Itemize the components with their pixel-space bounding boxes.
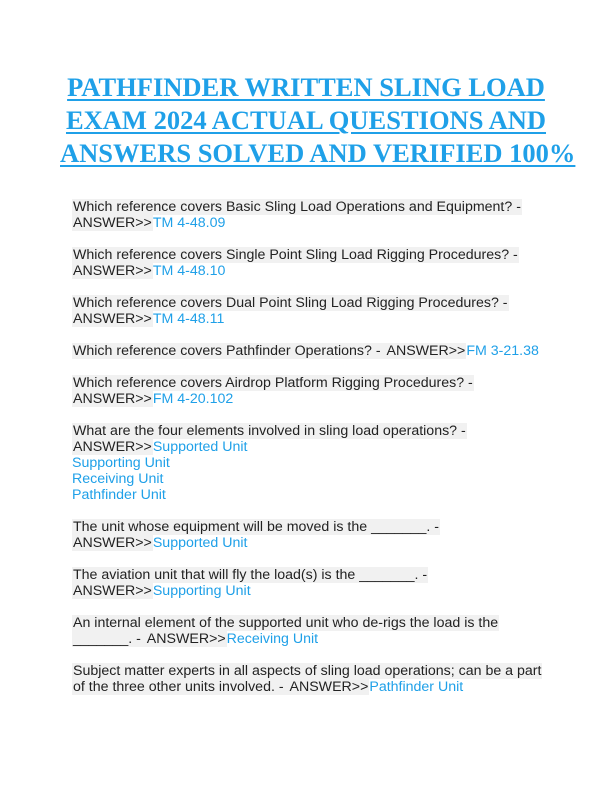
answer-text: Pathfinder Unit bbox=[72, 487, 166, 503]
answer-prefix: ANSWER>> bbox=[73, 583, 152, 599]
question-text: of the three other units involved. - bbox=[73, 679, 288, 695]
qa-item bbox=[72, 519, 552, 551]
document-title bbox=[60, 71, 576, 170]
answer-text: Receiving Unit bbox=[72, 471, 164, 487]
question-text: What are the four elements involved in sling load operations? - bbox=[73, 423, 466, 439]
answer-prefix: ANSWER>> bbox=[289, 679, 369, 695]
answer-text: TM 4-48.09 bbox=[152, 215, 226, 231]
answer-prefix: ANSWER>> bbox=[73, 535, 152, 551]
question-text: The aviation unit that will fly the load(s) is the _______. - bbox=[73, 567, 428, 583]
qa-item bbox=[72, 343, 552, 359]
qa-item bbox=[72, 423, 552, 503]
question-text: Which reference covers Pathfinder Operations? - bbox=[73, 343, 385, 359]
qa-item bbox=[72, 199, 552, 231]
answer-prefix: ANSWER>> bbox=[386, 343, 466, 359]
title-line: ANSWERS SOLVED AND VERIFIED 100% bbox=[60, 138, 576, 168]
answer-text: Supporting Unit bbox=[152, 583, 251, 599]
question-text: Which reference covers Dual Point Sling Load Rigging Procedures? - bbox=[73, 295, 508, 311]
question-text: Which reference covers Single Point Sling Load Rigging Procedures? - bbox=[73, 247, 518, 263]
question-text: Subject matter experts in all aspects of sling load operations; can be a part bbox=[73, 663, 542, 679]
qa-list bbox=[72, 199, 552, 695]
answer-prefix: ANSWER>> bbox=[73, 215, 152, 231]
answer-prefix: ANSWER>> bbox=[73, 263, 152, 279]
answer-prefix: ANSWER>> bbox=[146, 631, 226, 647]
answer-prefix: ANSWER>> bbox=[73, 439, 152, 455]
answer-text: FM 4-20.102 bbox=[152, 391, 234, 407]
qa-item bbox=[72, 567, 552, 599]
question-text: An internal element of the supported unit who de-rigs the load is the bbox=[73, 615, 499, 631]
qa-item bbox=[72, 663, 552, 695]
qa-item bbox=[72, 615, 552, 647]
question-text: The unit whose equipment will be moved is the _______. - bbox=[73, 519, 439, 535]
question-text: Which reference covers Airdrop Platform Rigging Procedures? - bbox=[73, 375, 473, 391]
qa-item bbox=[72, 247, 552, 279]
answer-text: TM 4-48.10 bbox=[152, 263, 226, 279]
question-text: Which reference covers Basic Sling Load Operations and Equipment? - bbox=[73, 199, 521, 215]
answer-text: FM 3-21.38 bbox=[466, 343, 539, 359]
answer-prefix: ANSWER>> bbox=[73, 311, 152, 327]
qa-item bbox=[72, 375, 552, 407]
title-line: EXAM 2024 ACTUAL QUESTIONS AND bbox=[65, 105, 547, 135]
answer-text: Pathfinder Unit bbox=[369, 679, 464, 695]
title-line: PATHFINDER WRITTEN SLING LOAD bbox=[67, 72, 545, 102]
answer-text: Supported Unit bbox=[152, 439, 248, 455]
answer-text: Receiving Unit bbox=[226, 631, 319, 647]
answer-text: TM 4-48.11 bbox=[152, 311, 225, 327]
answer-text: Supporting Unit bbox=[72, 455, 170, 471]
answer-text: Supported Unit bbox=[152, 535, 248, 551]
answer-prefix: ANSWER>> bbox=[73, 391, 152, 407]
question-text: _______. - bbox=[73, 631, 145, 647]
qa-item bbox=[72, 295, 552, 327]
